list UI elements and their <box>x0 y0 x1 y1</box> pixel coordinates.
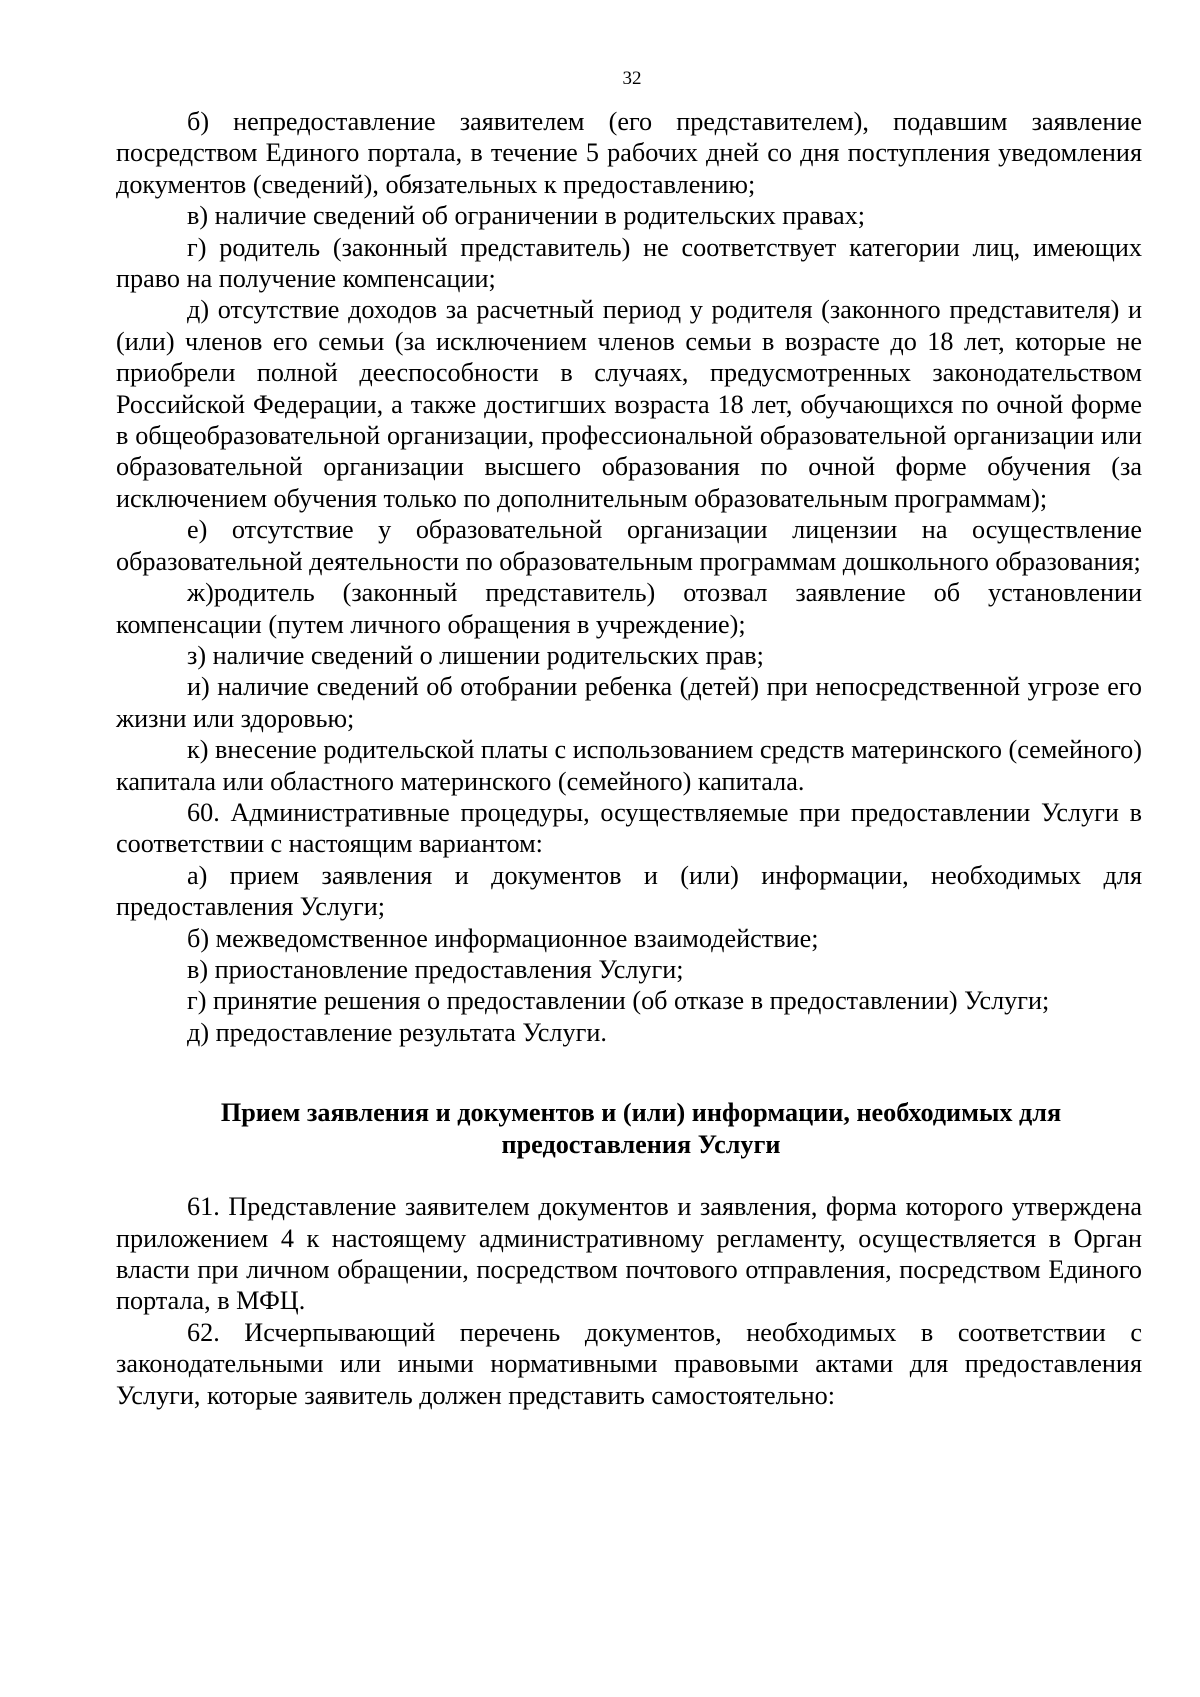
paragraph-60: 60. Административные процедуры, осуществляемые при предоставлении Услуги в соответствии с настоящим вариантом: <box>116 797 1142 859</box>
procedure-item-a: а) прием заявления и документов и (или) информации, необходимых для предоставления Услуги; <box>116 860 1142 922</box>
paragraph-61: 61. Представление заявителем документов и заявления, форма которого утверждена приложением 4 к настоящему административному регламенту, осуществляется в Орган власти при личном обращении, посредством почтового отправления, посредством Единого портала, в МФЦ. <box>116 1192 1142 1316</box>
paragraph-item-d: д) отсутствие доходов за расчетный период у родителя (законного представителя) и (или) членов его семьи (за исключением членов семьи в возрасте до 18 лет, которые не приобрели полной дееспособности в случаях, предусмотренных законодательством Российской Федерации, а также достигших возраста 18 лет, обучающихся по очной форме в общеобразовательной организации, профессиональной образовательной организации или образовательной организации высшего образования по очной форме обучения (за исключением обучения только по дополнительным образовательным программам); <box>116 295 1142 513</box>
paragraph-item-e: е) отсутствие у образовательной организации лицензии на осуществление образовательной деятельности по образовательным программам дошкольного образования; <box>116 515 1142 576</box>
paragraph-item-g: г) родитель (законный представитель) не соответствует категории лиц, имеющих право на получение компенсации; <box>116 232 1142 294</box>
paragraph-item-i: и) наличие сведений об отобрании ребенка (детей) при непосредственной угрозе его жизни или здоровью; <box>116 672 1142 733</box>
paragraph-item-z: з) наличие сведений о лишении родительских прав; <box>187 640 764 670</box>
procedure-item-d: д) предоставление результата Услуги. <box>187 1017 607 1047</box>
procedure-item-b: б) межведомственное информационное взаимодействие; <box>187 923 819 953</box>
paragraph-item-k: к) внесение родительской платы с использованием средств материнского (семейного) капитала или областного материнского (семейного) капитала. <box>116 735 1142 796</box>
paragraph-item-v: в) наличие сведений об ограничении в родительских правах; <box>187 201 866 231</box>
procedure-item-g: г) принятие решения о предоставлении (об отказе в предоставлении) Услуги; <box>187 986 1050 1016</box>
page-number: 32 <box>622 68 642 89</box>
document-page <box>116 68 1142 1411</box>
paragraph-item-zh: ж)родитель (законный представитель) отозвал заявление об установлении компенсации (путем личного обращения в учреждение); <box>116 578 1142 639</box>
section-heading: Прием заявления и документов и (или) информации, необходимых для предоставления Услуги <box>220 1098 1062 1159</box>
paragraph-item-b: б) непредоставление заявителем (его представителем), подавшим заявление посредством Единого портала, в течение 5 рабочих дней со дня поступления уведомления документов (сведений), обязательных к предоставлению; <box>116 107 1142 199</box>
paragraph-62: 62. Исчерпывающий перечень документов, необходимых в соответствии с законодательными или иными нормативными правовыми актами для предоставления Услуги, которые заявитель должен представить самостоятельно: <box>116 1317 1142 1410</box>
procedure-item-v: в) приостановление предоставления Услуги; <box>187 954 684 984</box>
